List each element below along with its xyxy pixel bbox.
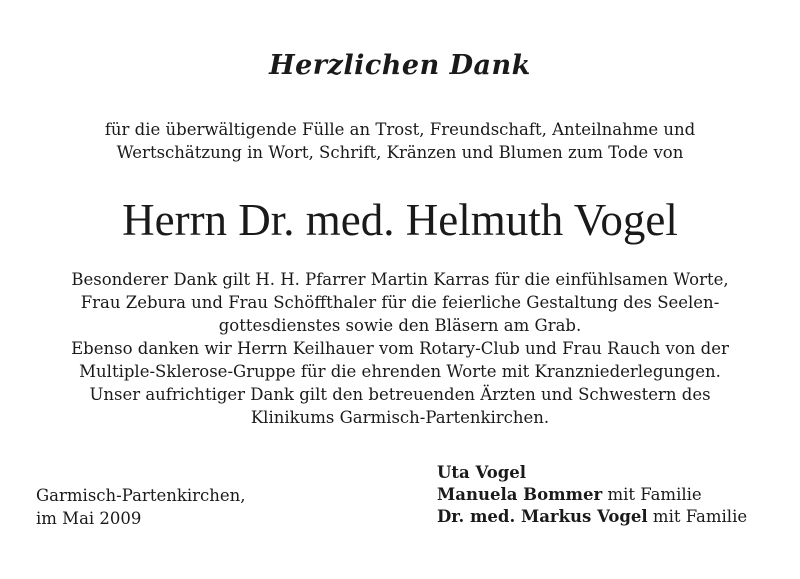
place-date — [36, 484, 246, 530]
intro-line: Wertschätzung in Wort, Schrift, Kränzen und Blumen zum Tode von — [116, 143, 684, 162]
intro-line: für die überwältigende Fülle an Trost, Freundschaft, Anteilnahme und — [104, 120, 696, 139]
signer-suffix: mit Familie — [647, 507, 748, 526]
intro-text — [0, 118, 800, 164]
thanks-line: Besonderer Dank gilt H. H. Pfarrer Martin Karras für die einfühlsamen Worte, — [71, 270, 729, 289]
signer-row — [437, 506, 747, 528]
place: Garmisch-Partenkirchen, — [36, 486, 246, 505]
thanks-line: Multiple-Sklerose-Gruppe für die ehrenden Worte mit Kranzniederlegungen. — [79, 362, 721, 381]
signer-row — [437, 484, 747, 506]
signer-row — [437, 462, 747, 484]
thanks-line: Klinikums Garmisch-Partenkirchen. — [250, 408, 550, 427]
thanks-line: Ebenso danken wir Herrn Keilhauer vom Rotary-Club und Frau Rauch von der — [71, 339, 729, 358]
thanks-line: Frau Zebura und Frau Schöffthaler für die feierliche Gestaltung des Seelen- — [80, 293, 720, 312]
thanks-text — [0, 268, 800, 429]
signer-name: Dr. med. Markus Vogel — [437, 507, 648, 526]
thanks-line: gottesdienstes sowie den Bläsern am Grab. — [218, 316, 582, 335]
signer-name: Uta Vogel — [437, 463, 527, 482]
heading: Herzlichen Dank — [269, 50, 531, 81]
signers — [437, 462, 747, 528]
deceased-name: Herrn Dr. med. Helmuth Vogel — [122, 195, 678, 245]
signer-name: Manuela Bommer — [437, 485, 603, 504]
thanks-line: Unser aufrichtiger Dank gilt den betreuenden Ärzten und Schwestern des — [89, 385, 711, 404]
date: im Mai 2009 — [36, 509, 142, 528]
signer-suffix: mit Familie — [602, 485, 702, 504]
